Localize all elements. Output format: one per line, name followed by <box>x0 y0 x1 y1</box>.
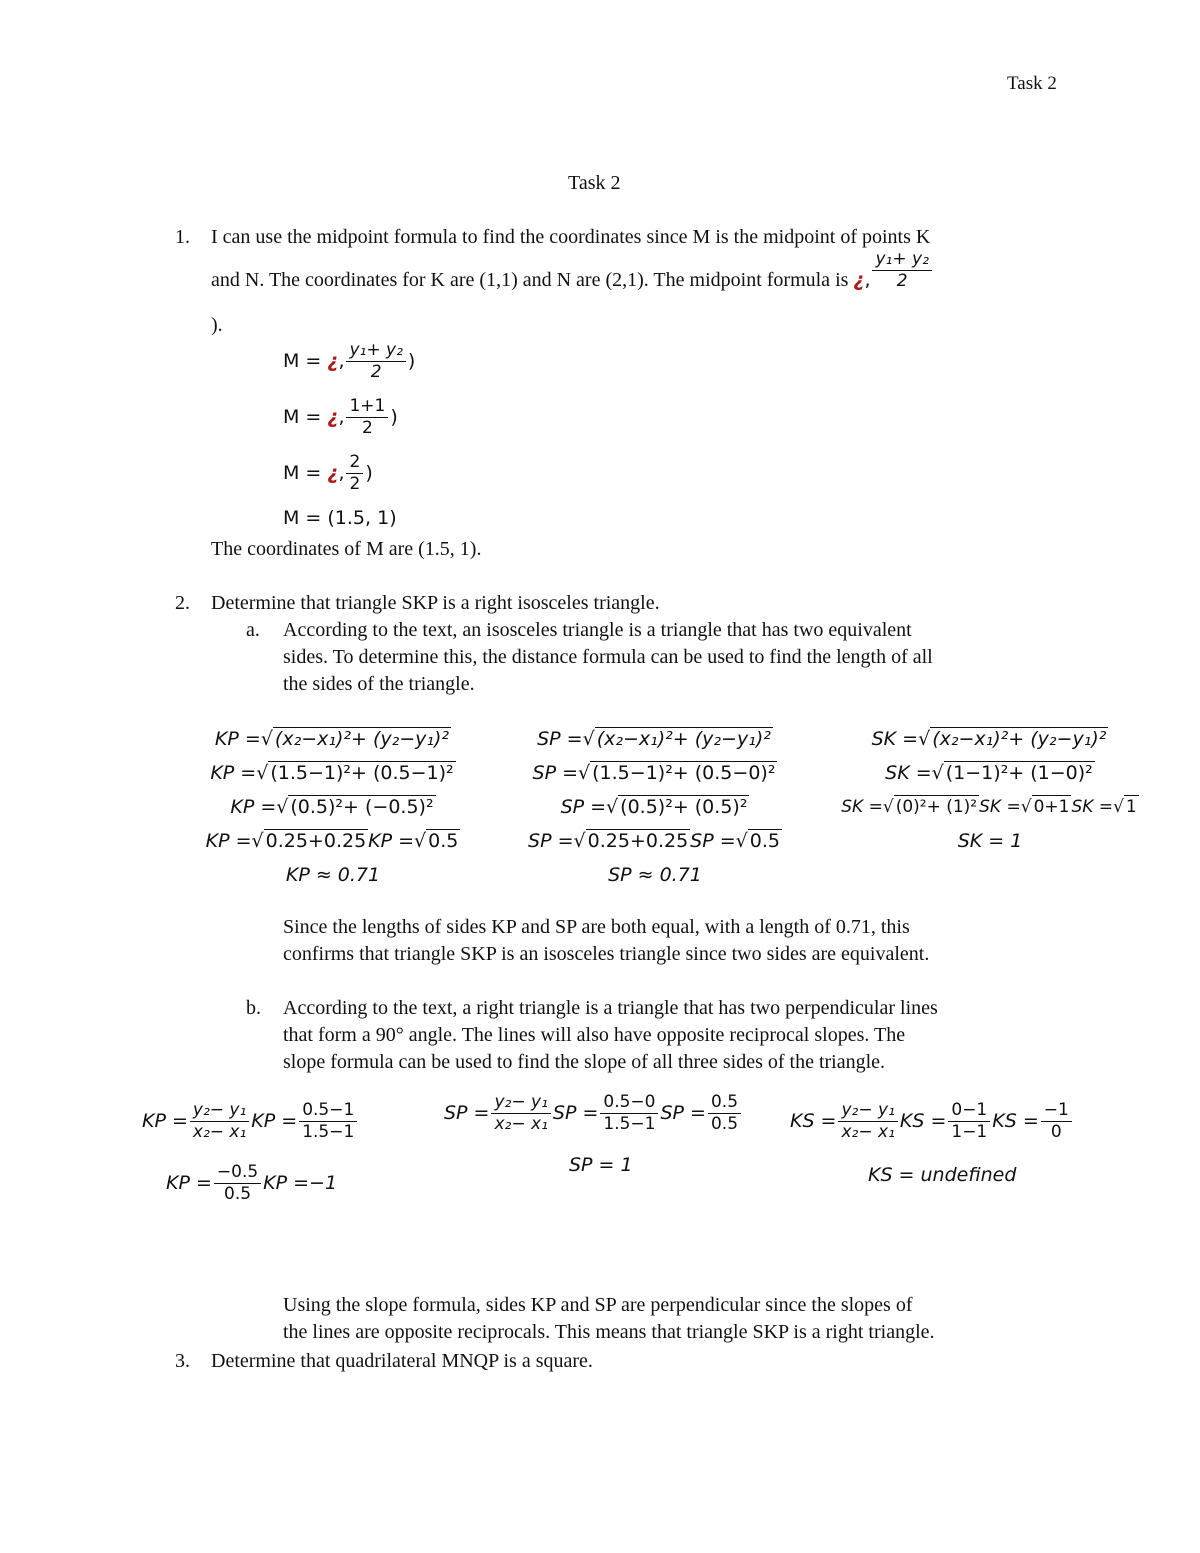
radicand: (x₂−x₁)²+ (y₂−y₁)² <box>274 728 450 750</box>
fraction-denominator: 1.5−1 <box>603 1114 656 1134</box>
paren: ) <box>407 350 416 372</box>
paren: ) <box>365 462 373 484</box>
kp-dist-line4: KP =√ 0.25+0.25 KP =√ 0.5 <box>205 830 459 852</box>
sk-label: SK = <box>979 797 1021 817</box>
kp-slope-result: KP =−1 <box>263 1172 338 1194</box>
kp-dist-line1: KP =√ (x₂−x₁)²+ (y₂−y₁)² <box>214 728 450 750</box>
slope-formula-fraction <box>838 1100 897 1143</box>
radicand: (1.5−1)²+ (0.5−0)² <box>592 762 776 784</box>
fraction-numerator: y₂− y₁ <box>838 1100 897 1122</box>
midpoint-final: M = (1.5, 1) <box>283 507 397 529</box>
fraction-denominator: 1−1 <box>951 1122 988 1142</box>
sp-label: SP = <box>444 1102 490 1124</box>
radicand: 1 <box>1125 797 1137 817</box>
sp-slope-line1 <box>444 1092 743 1135</box>
kp-slope-line2 <box>166 1162 337 1205</box>
kp-label: KP = <box>210 762 257 784</box>
q2a-summary-line2: confirms that triangle SKP is an isosceles triangle since two sides are equivalent. <box>283 943 930 965</box>
q3-text: Determine that quadrilateral MNQP is a square. <box>211 1350 593 1372</box>
q3-number: 3. <box>175 1350 190 1372</box>
m-prefix: M = <box>283 462 328 484</box>
radicand: (x₂−x₁)²+ (y₂−y₁)² <box>932 728 1107 750</box>
fraction-denominator: 2 <box>362 418 373 438</box>
fraction-numerator: 1+1 <box>346 396 388 418</box>
sk-dist-line2: SK =√ (1−1)²+ (1−0)² <box>885 762 1093 784</box>
kp-dist-approx: KP ≈ 0.71 <box>285 864 381 886</box>
kp-label: KP = <box>142 1110 188 1132</box>
q2b-summary-line2: the lines are opposite reciprocals. This means that triangle SKP is a right triangle. <box>283 1321 935 1343</box>
radicand: (0.5)²+ (0.5)² <box>620 796 748 818</box>
ks-slope-fraction-2 <box>1041 1100 1072 1143</box>
radicand: 0.5 <box>428 830 459 852</box>
radicand: (1.5−1)²+ (0.5−1)² <box>270 762 454 784</box>
q2a-line1: According to the text, an isosceles triangle is a triangle that has two equivalent <box>283 619 912 641</box>
q1-text-line2-body: and N. The coordinates for K are (1,1) and N are (2,1). The midpoint formula is <box>211 269 849 291</box>
fraction-numerator: 2 <box>346 452 363 474</box>
fraction-numerator: 0.5−0 <box>600 1092 658 1114</box>
radicand: 0.25+0.25 <box>265 830 367 852</box>
kp-slope-line1 <box>142 1100 359 1143</box>
midpoint-formula-fraction <box>872 249 931 292</box>
kp-label: KP = <box>214 728 261 750</box>
paren: ) <box>390 406 398 428</box>
fraction-numerator: −1 <box>1041 1100 1072 1122</box>
fraction-denominator: x₂− x₁ <box>192 1122 247 1142</box>
sk-label: SK = <box>871 728 919 750</box>
midpoint-step-3: M = ¿, $\frac{2}{2}$ ) <box>283 452 373 494</box>
ks-slope-result: KS = undefined <box>868 1164 1017 1186</box>
kp-dist-line2: KP =√ (1.5−1)²+ (0.5−1)² <box>210 762 454 784</box>
q1-close-paren: ). <box>211 314 223 336</box>
sp-distance-column <box>510 722 800 892</box>
sk-label: SK = <box>885 762 932 784</box>
comma: , <box>864 269 871 291</box>
fraction-denominator: 1.5−1 <box>302 1122 355 1142</box>
q1-text-line2 <box>211 248 934 294</box>
sk-label: SK = <box>1071 797 1114 817</box>
fraction-numerator: 0−1 <box>948 1100 990 1122</box>
m-prefix: M = <box>283 406 328 428</box>
sk-distance-column <box>820 722 1160 858</box>
step-fraction <box>346 396 388 439</box>
ks-label: KS = <box>790 1110 837 1132</box>
ks-slope-fraction <box>948 1100 990 1143</box>
q2b-summary-line1: Using the slope formula, sides KP and SP are perpendicular since the slopes of <box>283 1294 913 1316</box>
kp-dist-line3: KP =√ (0.5)²+ (−0.5)² <box>230 796 434 818</box>
fraction-denominator: 2 <box>349 474 361 494</box>
q1-text-line1: I can use the midpoint formula to find the coordinates since M is the midpoint of points K <box>211 226 931 248</box>
fraction-denominator: 2 <box>370 362 382 382</box>
running-head: Task 2 <box>1007 73 1057 94</box>
kp-label: KP = <box>166 1172 212 1194</box>
sp-label: SP = <box>690 830 736 852</box>
kp-label: KP = <box>251 1110 298 1132</box>
step-fraction <box>346 340 405 383</box>
q2a-label: a. <box>246 619 260 641</box>
sp-slope-result: SP = 1 <box>569 1154 633 1176</box>
q2b-line3: slope formula can be used to find the slope of all three sides of the triangle. <box>283 1051 886 1073</box>
midpoint-step-1: M = ¿, $\frac{\text{y₁+ y₂}}{2}$ ) <box>283 340 416 382</box>
sp-label: SP = <box>660 1102 706 1124</box>
q1-conclusion: The coordinates of M are (1.5, 1). <box>211 538 482 560</box>
sp-label: SP = <box>528 830 574 852</box>
slope-formula-fraction <box>491 1092 550 1135</box>
radicand: (x₂−x₁)²+ (y₂−y₁)² <box>596 728 771 750</box>
fraction-numerator: y₁+ y₂ <box>346 340 405 362</box>
ks-label: KS = <box>899 1110 947 1132</box>
fraction-numerator: 0.5 <box>708 1092 741 1114</box>
radicand: (0)²+ (1)² <box>895 797 978 817</box>
sp-label: SP = <box>552 1102 599 1124</box>
kp-distance-column <box>188 722 478 892</box>
q2b-label: b. <box>246 997 261 1019</box>
radicand: (1−1)²+ (1−0)² <box>945 762 1093 784</box>
q2b-line1: According to the text, a right triangle is a triangle that has two perpendicular lines <box>283 997 938 1019</box>
unknown-glyph: ¿ <box>327 462 339 484</box>
sp-label: SP = <box>560 796 607 818</box>
fraction-denominator: x₂− x₁ <box>841 1122 895 1142</box>
step-fraction <box>346 452 363 495</box>
sk-dist-line1: SK =√ (x₂−x₁)²+ (y₂−y₁)² <box>871 728 1107 750</box>
sp-dist-line2: SP =√ (1.5−1)²+ (0.5−0)² <box>532 762 776 784</box>
unknown-glyph: ¿ <box>327 350 339 372</box>
q2a-summary-line1: Since the lengths of sides KP and SP are both equal, with a length of 0.71, this <box>283 916 910 938</box>
sk-label: SK = <box>841 797 883 817</box>
radicand: (0.5)²+ (−0.5)² <box>290 796 434 818</box>
ks-label: KS = <box>992 1110 1039 1132</box>
sp-dist-line1: SP =√ (x₂−x₁)²+ (y₂−y₁)² <box>537 728 771 750</box>
fraction-numerator: y₂− y₁ <box>491 1092 550 1114</box>
unknown-glyph: ¿ <box>327 406 339 428</box>
unknown-glyph: ¿ <box>853 269 865 291</box>
midpoint-step-2: M = ¿, $\frac{1+1}{2}$ ) <box>283 396 398 438</box>
fraction-denominator: x₂− x₁ <box>494 1114 548 1134</box>
q2-text: Determine that triangle SKP is a right isosceles triangle. <box>211 592 660 614</box>
q2a-line2: sides. To determine this, the distance formula can be used to find the length of all <box>283 646 933 668</box>
fraction-numerator: 0.5−1 <box>299 1100 357 1122</box>
fraction-numerator: y₁+ y₂ <box>872 249 931 271</box>
radicand: 0.25+0.25 <box>587 830 689 852</box>
kp-label: KP = <box>205 830 252 852</box>
fraction-denominator: 0.5 <box>224 1184 252 1204</box>
q2b-line2: that form a 90° angle. The lines will also have opposite reciprocal slopes. The <box>283 1024 906 1046</box>
m-prefix: M = <box>283 350 328 372</box>
sp-dist-approx: SP ≈ 0.71 <box>608 864 702 886</box>
sk-dist-line3: SK =√ (0)²+ (1)² SK =√ 0+1 SK =√ 1 <box>841 797 1137 817</box>
kp-slope-fraction <box>299 1100 357 1143</box>
kp-label: KP = <box>230 796 277 818</box>
radicand: 0.5 <box>749 830 780 852</box>
q1-number: 1. <box>175 226 190 248</box>
q2-number: 2. <box>175 592 190 614</box>
fraction-denominator: 0 <box>1050 1122 1062 1142</box>
ks-slope-line1 <box>790 1100 1074 1143</box>
kp-label: KP = <box>368 830 415 852</box>
q2a-line3: the sides of the triangle. <box>283 673 475 695</box>
sp-dist-line4: SP =√ 0.25+0.25 SP =√ 0.5 <box>528 830 780 852</box>
sp-slope-fraction-2 <box>708 1092 741 1135</box>
radicand: 0+1 <box>1033 797 1070 817</box>
sp-label: SP = <box>537 728 583 750</box>
sp-dist-line3: SP =√ (0.5)²+ (0.5)² <box>560 796 748 818</box>
sk-dist-final: SK = 1 <box>957 830 1023 852</box>
slope-formula-fraction <box>190 1100 249 1143</box>
sp-slope-fraction <box>600 1092 658 1135</box>
fraction-denominator: 2 <box>896 270 908 291</box>
fraction-numerator: −0.5 <box>214 1162 261 1184</box>
page-title: Task 2 <box>568 172 621 194</box>
kp-slope-fraction-2 <box>214 1162 261 1205</box>
sp-label: SP = <box>532 762 579 784</box>
fraction-denominator: 0.5 <box>710 1114 739 1134</box>
fraction-numerator: y₂− y₁ <box>190 1100 249 1122</box>
